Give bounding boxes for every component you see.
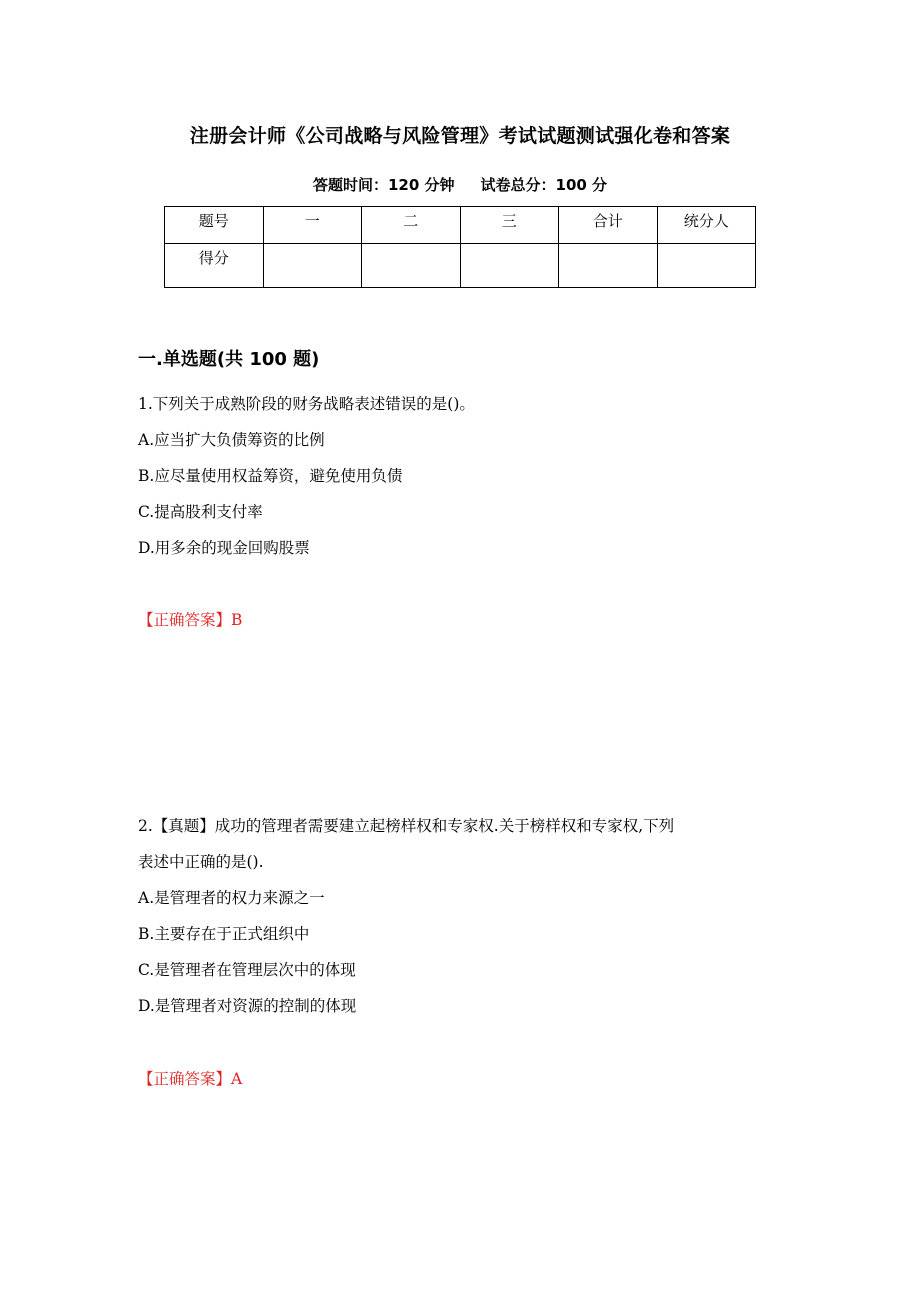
score-table-score-row	[165, 244, 756, 288]
question-option: B.应尽量使用权益筹资，避免使用负债	[138, 467, 403, 485]
question-option: C.是管理者在管理层次中的体现	[138, 961, 356, 979]
score-cell	[362, 244, 461, 288]
score-cell	[460, 244, 559, 288]
score-cell	[263, 244, 362, 288]
correct-answer: 【正确答案】A	[138, 1070, 243, 1088]
score-row-label: 得分	[165, 244, 264, 288]
score-header-cell: 二	[362, 207, 461, 244]
section-heading: 一.单选题(共 100 题)	[138, 349, 320, 370]
score-cell	[559, 244, 658, 288]
question-option: D.用多余的现金回购股票	[138, 539, 310, 557]
score-table-header-row	[165, 207, 756, 244]
score-header-cell: 一	[263, 207, 362, 244]
question-option: D.是管理者对资源的控制的体现	[138, 997, 357, 1015]
score-header-cell: 统分人	[657, 207, 756, 244]
question-stem-continued: 表述中正确的是().	[138, 853, 264, 871]
score-header-cell: 三	[460, 207, 559, 244]
exam-meta	[0, 174, 920, 195]
score-table	[164, 206, 756, 288]
score-header-cell: 题号	[165, 207, 264, 244]
score-cell	[657, 244, 756, 288]
question-option: C.提高股利支付率	[138, 503, 263, 521]
exam-time: 答题时间：120 分钟	[312, 176, 455, 194]
question-option: B.主要存在于正式组织中	[138, 925, 310, 943]
score-header-cell: 合计	[559, 207, 658, 244]
exam-total-score: 试卷总分：100 分	[480, 176, 608, 194]
question-stem: 1.下列关于成熟阶段的财务战略表述错误的是()。	[138, 395, 475, 413]
question-stem: 2.【真题】成功的管理者需要建立起榜样权和专家权.关于榜样权和专家权,下列	[138, 817, 675, 835]
question-option: A.应当扩大负债筹资的比例	[138, 431, 325, 449]
correct-answer: 【正确答案】B	[138, 611, 243, 629]
document-title: 注册会计师《公司战略与风险管理》考试试题测试强化卷和答案	[189, 125, 731, 147]
question-option: A.是管理者的权力来源之一	[138, 889, 325, 907]
